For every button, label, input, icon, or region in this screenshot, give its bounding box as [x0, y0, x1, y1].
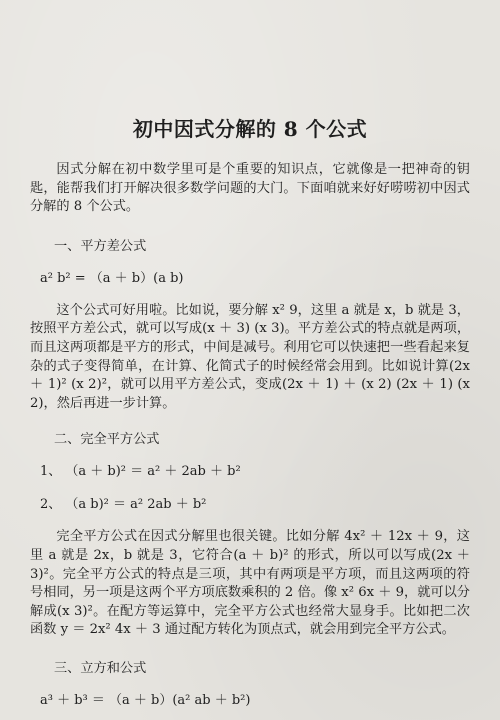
section-heading-2: 二、完全平方公式 [54, 432, 160, 448]
section-paragraph-1: 这个公式可好用啦。比如说，要分解 x² 9，这里 a 就是 x，b 就是 3，按照平方差公式，就可以写成(x ＋ 3) (x 3)。平方差公式的特点就是两项，而且这两项都是平方的形式，中间是减号。利用它可以快速把一些看起来复杂的式子变得简单，在计算、化简式子的时候经常会用到。比如说计算(2x ＋ 1)² (x 2)²，就可以用平方差公式，变成(2x ＋ 1) ＋ (x 2) (2x ＋ 1) (x 2)，然后再进一步计算。 [30, 302, 470, 411]
section-paragraph-2: 完全平方公式在因式分解里也很关键。比如分解 4x² ＋ 12x ＋ 9，这里 a 就是 2x，b 就是 3，它符合(a ＋ b)² 的形式，所以可以写成(2x ＋ 3)²。完全平方公式的特点是三项，其中有两项是平方项，而且这两项的符号相同，另一项是这两个平方项底数乘积的 2 倍。像 x² 6x ＋ 9，就可以分解成(x 3)²。在配方等运算中，完全平方公式也经常大显身手。比如把二次函数 y ＝ 2x² 4x ＋ 3 通过配方转化为顶点式，就会用到完全平方公式。 [30, 529, 470, 638]
page-title: 初中因式分解的 8 个公式 [132, 117, 368, 141]
article-body [30, 113, 470, 710]
section-heading-3: 三、立方和公式 [54, 660, 147, 676]
section-heading-1: 一、平方差公式 [54, 238, 147, 254]
formula-perfect-square-plus: 1、 （a ＋ b)² ＝ a² ＋ 2ab ＋ b² [40, 464, 241, 480]
intro-paragraph: 因式分解在初中数学里可是个重要的知识点，它就像是一把神奇的钥匙，能帮我们打开解决很多数学问题的大门。下面咱就来好好唠唠初中因式分解的 8 个公式。 [30, 162, 470, 215]
formula-sum-of-cubes: a³ ＋ b³ ＝ （a ＋ b）(a² ab ＋ b²) [40, 692, 251, 708]
formula-difference-of-squares: a² b² = （a ＋ b）(a b) [40, 270, 184, 286]
formula-perfect-square-minus: 2、 （a b)² ＝ a² 2ab ＋ b² [40, 497, 207, 513]
